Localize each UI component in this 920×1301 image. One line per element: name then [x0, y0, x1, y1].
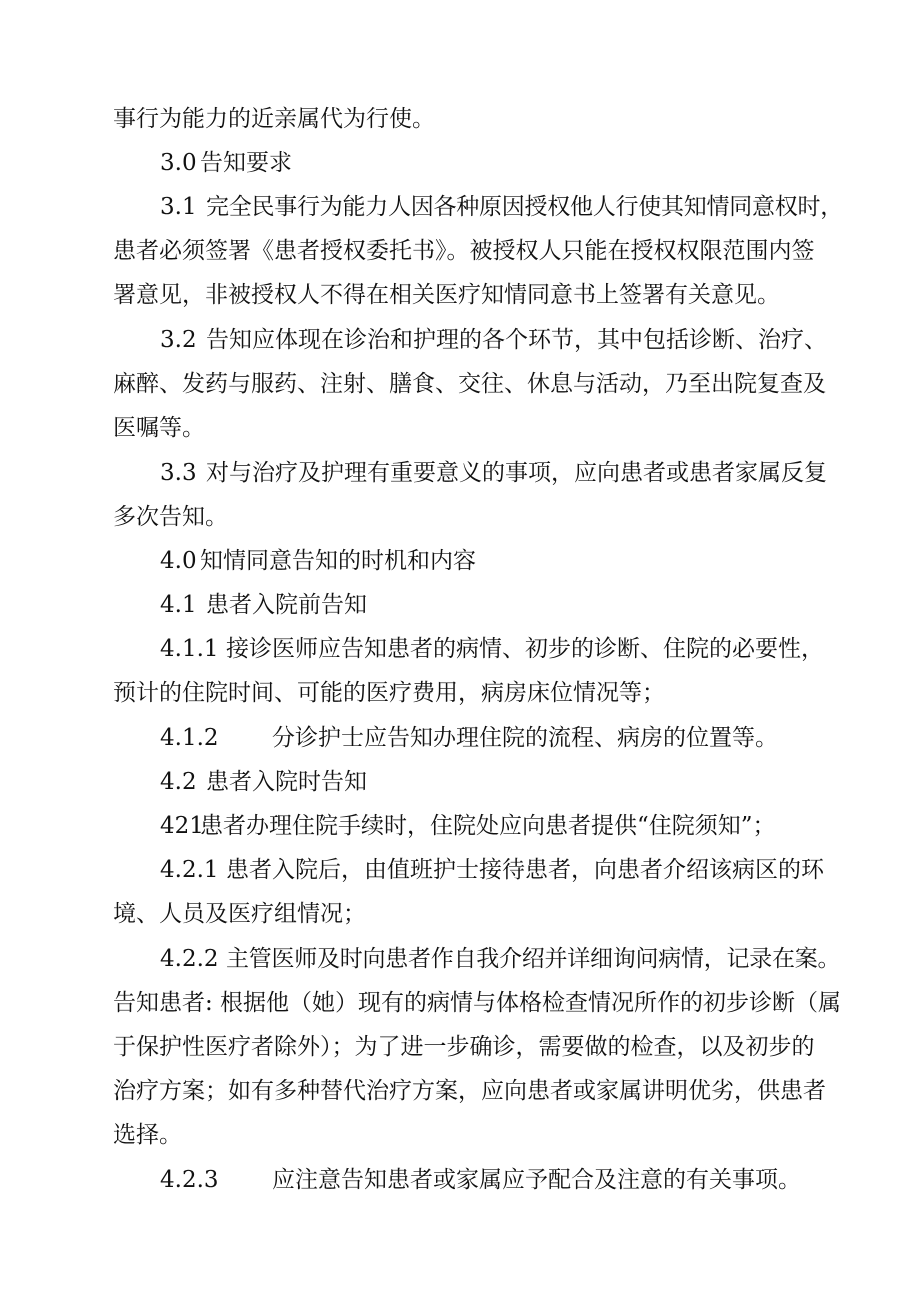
clause-number: 4.1.1: [160, 636, 219, 662]
clause-text: 完全民事行为能力人因各种原因授权他人行使其知情同意权时，: [206, 194, 843, 220]
line-text: 麻醉、发药与服药、注射、膳食、交往、休息与活动，乃至出院复查及: [113, 371, 826, 397]
section-number: 4.0: [160, 548, 197, 574]
clause-number: 4.1.2: [160, 725, 219, 751]
section-title: 告知要求: [200, 150, 292, 176]
line-text: 事行为能力的近亲属代为行使。: [113, 106, 435, 132]
clause-number: 3.3: [160, 460, 197, 486]
section-title: 知情同意告知的时机和内容: [200, 548, 476, 574]
clause-4-1-2: [0, 716, 920, 760]
clause-3-2: [0, 318, 920, 362]
paragraph-line: [0, 671, 920, 715]
section-number: 4.2: [160, 769, 197, 795]
paragraph-line: [0, 892, 920, 936]
paragraph-line: [0, 362, 920, 406]
clause-text: 分诊护士应告知办理住院的流程、病房的位置等。: [272, 725, 778, 751]
clause-3-1: [0, 185, 920, 229]
section-heading-3-0: [0, 141, 920, 185]
paragraph-line: [0, 97, 920, 141]
clause-text: 告知应体现在诊治和护理的各个环节，其中包括诊断、治疗、: [206, 327, 827, 353]
subsection-heading-4-1: [0, 583, 920, 627]
line-text: 预计的住院时间、可能的医疗费用，病房床位情况等；: [113, 680, 665, 706]
clause-number: 4.2.2: [160, 946, 219, 972]
clause-number: 4.2.1: [160, 857, 219, 883]
clause-number: 4.2.3: [160, 1167, 219, 1193]
section-number: 4.1: [160, 592, 197, 618]
clause-text: 主管医师及时向患者作自我介绍并详细询问病情，记录在案。: [226, 946, 841, 972]
paragraph-line: [0, 406, 920, 450]
clause-text: 患者入院后，由值班护士接待患者，向患者介绍该病区的环: [226, 857, 824, 883]
paragraph-line: [0, 229, 920, 273]
paragraph-line: [0, 273, 920, 317]
line-text: 医嘱等。: [113, 415, 205, 441]
clause-number: 3.2: [160, 327, 197, 353]
clause-text: 应注意告知患者或家属应予配合及注意的有关事项。: [272, 1167, 801, 1193]
clause-number: 421: [160, 813, 204, 839]
paragraph-line: [0, 1069, 920, 1113]
subsection-heading-4-2: [0, 760, 920, 804]
paragraph-line: [0, 1025, 920, 1069]
clause-4-2-3: [0, 1158, 920, 1202]
line-text: 多次告知。: [113, 504, 228, 530]
line-text: 于保护性医疗者除外）；为了进一步确诊，需要做的检查，以及初步的: [113, 1034, 815, 1060]
section-title: 患者入院时告知: [206, 769, 367, 795]
paragraph-line: [0, 1113, 920, 1157]
line-text: 境、人员及医疗组情况；: [113, 901, 366, 927]
clause-421: [0, 804, 920, 848]
clause-text: 对与治疗及护理有重要意义的事项，应向患者或患者家属反复: [206, 460, 827, 486]
line-text: 署意见，非被授权人不得在相关医疗知情同意书上签署有关意见。: [113, 282, 780, 308]
line-text: 治疗方案；如有多种替代治疗方案，应向患者或家属讲明优劣，供患者: [113, 1078, 826, 1104]
clause-4-1-1: [0, 627, 920, 671]
line-text: 告知患者: 根据他（她）现有的病情与体格检查情况所作的初步诊断（属: [113, 990, 842, 1016]
line-text: 选择。: [113, 1122, 182, 1148]
line-text: 患者必须签署《患者授权委托书》。被授权人只能在授权权限范围内签: [113, 238, 815, 264]
clause-number: 3.1: [160, 194, 197, 220]
paragraph-line: [0, 981, 920, 1025]
section-title: 患者入院前告知: [206, 592, 367, 618]
paragraph-line: [0, 495, 920, 539]
section-number: 3.0: [160, 150, 197, 176]
clause-4-2-2: [0, 937, 920, 981]
clause-text: 患者办理住院手续时，住院处应向患者提供“住院须知”；: [200, 813, 776, 839]
clause-3-3: [0, 451, 920, 495]
clause-4-2-1: [0, 848, 920, 892]
clause-text: 接诊医师应告知患者的病情、初步的诊断、住院的必要性，: [226, 636, 824, 662]
section-heading-4-0: [0, 539, 920, 583]
